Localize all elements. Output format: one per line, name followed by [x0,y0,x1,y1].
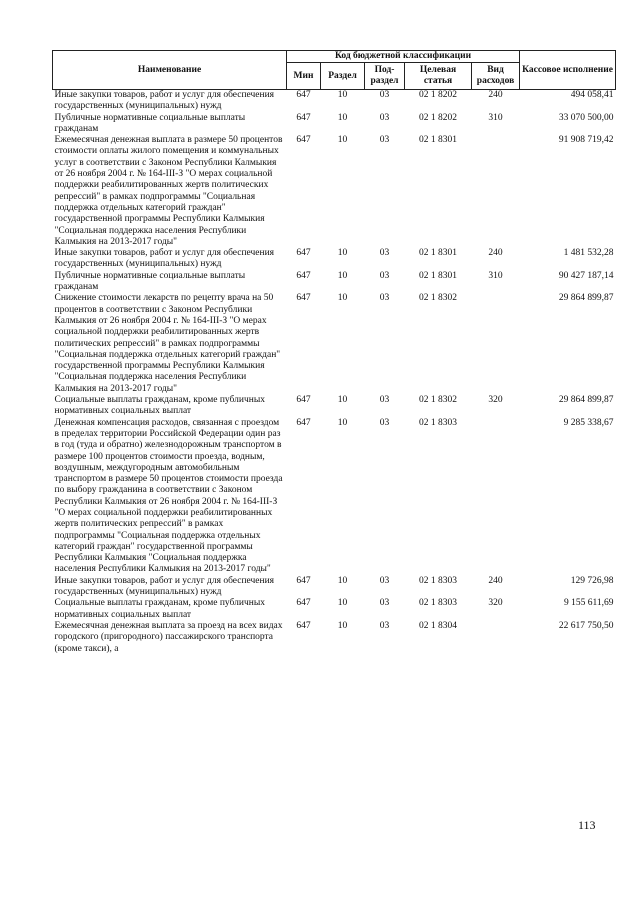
row-name: Снижение стоимости лекарств по рецепту врача на 50 процентов в соответствии с Законом Республики Калмыкия от 26 ноября 2004 г. № 164-III-З "О мерах социальной поддержки реабилитированных жертв политических репрессий" в рамках подпрограммы "Социальная поддержка отдельных категорий граждан" государственной программы Республики Калмыкия "Социальная поддержка населения Республики Калмыкия на 2013-2017 годы" [54,293,281,394]
row-razdel: 10 [337,293,348,304]
row-min: 647 [296,112,311,123]
row-razdel: 10 [337,135,348,146]
row-amount: 29 864 899,87 [558,395,614,406]
table-row [53,621,616,655]
row-min: 647 [296,90,311,100]
row-target-article: 02 1 8202 [419,112,457,123]
row-razdel: 10 [337,598,348,609]
row-min: 647 [296,575,311,586]
table-row [53,293,616,395]
row-amount: 33 070 500,00 [558,112,614,123]
row-expense-type [472,418,520,576]
row-target-article: 02 1 8301 [419,248,457,259]
row-podrazdel: 03 [379,620,390,631]
row-min: 647 [296,270,311,281]
row-expense-type: 310 [488,270,503,281]
table-row [53,395,616,418]
table-body [53,90,616,655]
row-expense-type: 240 [488,575,503,586]
row-podrazdel: 03 [379,112,390,123]
row-podrazdel: 03 [379,135,390,146]
row-expense-type: 240 [488,248,503,259]
row-razdel: 10 [337,395,348,406]
header-podrazdel: Под-раздел [365,63,405,90]
row-podrazdel: 03 [379,598,390,609]
row-name: Социальные выплаты гражданам, кроме публичных нормативных социальных выплат [54,395,265,417]
header-min: Мин [287,63,321,90]
row-podrazdel: 03 [379,270,390,281]
row-amount: 9 155 611,69 [563,598,614,609]
row-name: Иные закупки товаров, работ и услуг для обеспечения государственных (муниципальных) нужд [54,248,275,270]
table-header [53,51,616,90]
row-name: Социальные выплаты гражданам, кроме публичных нормативных социальных выплат [54,598,265,620]
table-row [53,598,616,621]
header-razdel: Раздел [321,63,365,90]
row-name: Иные закупки товаров, работ и услуг для обеспечения государственных (муниципальных) нужд [54,575,275,598]
row-name: Публичные нормативные социальные выплаты гражданам [54,112,246,134]
row-target-article: 02 1 8303 [419,598,457,609]
row-razdel: 10 [337,270,348,281]
row-name: Иные закупки товаров, работ и услуг для обеспечения государственных (муниципальных) нужд [54,90,275,112]
row-amount: 90 427 187,14 [558,270,614,281]
table-row [53,248,616,271]
budget-table [52,50,616,655]
header-vid: Вид расходов [472,63,520,90]
table-row [53,576,616,599]
row-name: Публичные нормативные социальные выплаты гражданам [54,270,246,293]
row-razdel: 10 [337,417,348,428]
row-amount: 1 481 532,28 [563,248,614,259]
row-expense-type: 320 [488,598,503,609]
row-razdel: 10 [337,620,348,631]
table-row [53,271,616,294]
row-expense-type: 310 [488,112,503,123]
row-name: Ежемесячная денежная выплата в размере 50 процентов стоимости оплаты жилого помещения и коммунальных услуг в соответствии с Законом Республики Калмыкия от 26 ноября 2004 г. № 164-III-З "О мерах социальной поддержки реабилитированных жертв политических репрессий" в рамках подпрограммы "Социальная поддержка отдельных категорий граждан" государственной программы Республики Калмыкия "Социальная поддержка населения Республики Калмыкия на 2013-2017 годы" [54,135,283,247]
row-razdel: 10 [337,112,348,123]
row-amount: 129 726,98 [570,575,614,586]
header-celevaya: Целевая статья [405,63,472,90]
row-target-article: 02 1 8304 [419,620,457,631]
row-podrazdel: 03 [379,395,390,406]
row-name: Ежемесячная денежная выплата за проезд на всех видах городского (пригородного) пассажирского транспорта (кроме такси), а [54,620,283,654]
row-min: 647 [296,417,311,428]
row-min: 647 [296,135,311,146]
row-amount: 9 285 338,67 [563,417,614,428]
row-razdel: 10 [337,90,348,100]
row-podrazdel: 03 [379,248,390,259]
row-min: 647 [296,248,311,259]
row-expense-type [472,621,520,655]
row-min: 647 [296,598,311,609]
row-amount: 494 058,41 [570,90,614,100]
row-podrazdel: 03 [379,417,390,428]
table-row [53,113,616,136]
row-amount: 22 617 750,50 [558,620,614,631]
row-razdel: 10 [337,248,348,259]
row-podrazdel: 03 [379,575,390,586]
row-podrazdel: 03 [379,90,390,100]
row-min: 647 [296,620,311,631]
row-amount: 29 864 899,87 [558,293,614,304]
row-target-article: 02 1 8302 [419,395,457,406]
row-name: Денежная компенсация расходов, связанная с проездом в пределах территории Российской Федерации один раз в год (туда и обратно) железнодорожным транспортом в размере 100 процентов стоимости проезда, водным, воздушным, междугородным автомобильным транспортом в размере 50 процентов стоимости проезда по выбору гражданина в соответствии с Законом Республики Калмыкия от 26 ноября 2004 г. № 164-III-З "О мерах социальной поддержки реабилитированных жертв политических репрессий" в рамках подпрограммы "Социальная поддержка отдельных категорий граждан" государственной программы Республики Калмыкия "Социальная поддержка населения Республики Калмыкия на 2013-2017 годы" [54,417,283,575]
table-row [53,90,616,113]
page-number: 113 [578,818,596,832]
row-target-article: 02 1 8303 [419,417,457,428]
row-razdel: 10 [337,575,348,586]
row-expense-type: 320 [488,395,503,406]
row-min: 647 [296,293,311,304]
row-target-article: 02 1 8202 [419,90,457,100]
row-target-article: 02 1 8301 [419,270,457,281]
row-target-article: 02 1 8302 [419,293,457,304]
document-page [52,50,615,655]
row-target-article: 02 1 8303 [419,575,457,586]
row-podrazdel: 03 [379,293,390,304]
row-target-article: 02 1 8301 [419,135,457,146]
header-name: Наименование [53,51,287,90]
header-budget-code: Код бюджетной классификации [287,51,520,63]
table-row [53,418,616,576]
table-row [53,135,616,248]
row-min: 647 [296,395,311,406]
row-amount: 91 908 719,42 [558,135,614,146]
row-expense-type [472,293,520,395]
header-cash-execution: Кассовое исполнение [520,51,616,90]
row-expense-type [472,135,520,248]
row-expense-type: 240 [488,90,503,100]
